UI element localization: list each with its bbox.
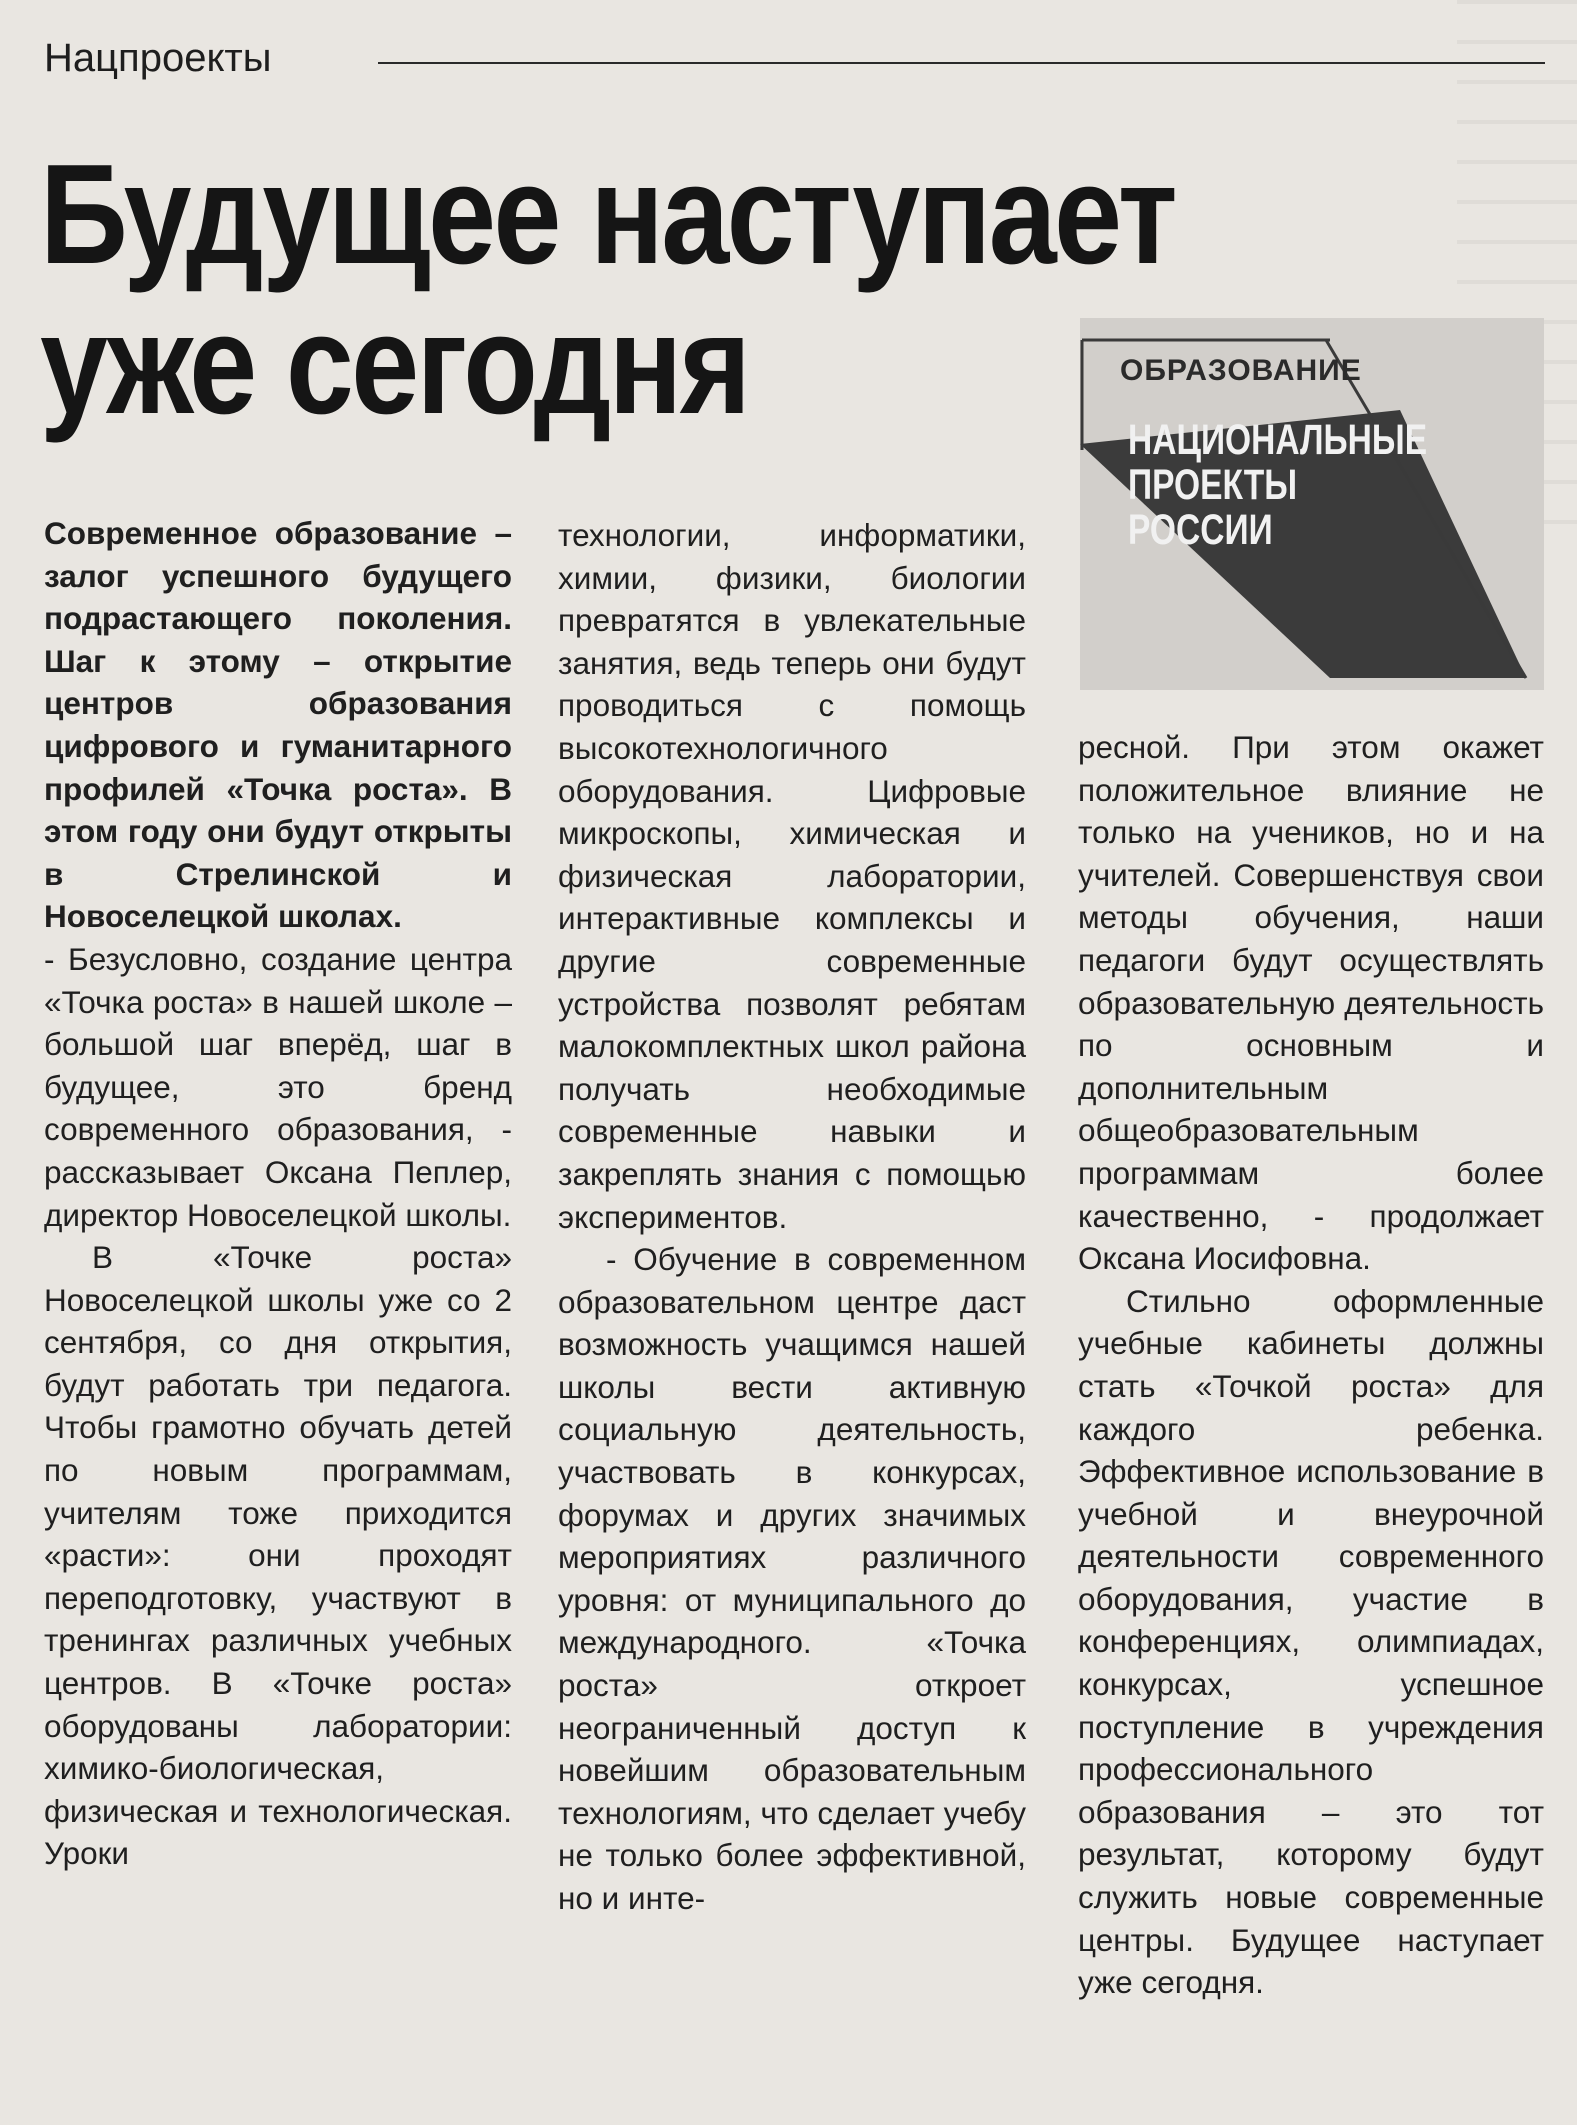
rubric-rule xyxy=(378,62,1545,64)
article-paragraph: Стильно оформленные учебные кабинеты должны стать «Точкой роста» для каждого ребенка. Эффективное использование в учебной и внеурочной деятельности современного оборудования, участие в конференциях, олимпиадах, конкурсах, успешное поступление в учреждения профессионального образования – это тот результат, которому будут служить новые современные центры. Будущее наступает уже сегодня. xyxy=(1078,1282,1544,2001)
headline xyxy=(40,135,1176,444)
article-lead: Современное образование – залог успешного будущего подрастающего поколения. Шаг к этому – открытие центров образования цифрового и гуманитарного профилей «Точка роста». В этом году они будут открыты в Стрелинской и Новоселецкой школах. xyxy=(44,515,512,935)
article-paragraph: В «Точке роста» Новоселецкой школы уже со 2 сентября, со дня открытия, будут работать три педагога. Чтобы грамотно обучать детей по новым программам, учителям тоже приходится «расти»: они проходят переподготовку, участвуют в тренингах различных учебных центров. В «Точке роста» оборудованы лаборатории: химико-биологическая, физическая и технологическая. Уроки xyxy=(44,1239,512,1872)
article-column-3 xyxy=(1078,726,1544,2004)
article-paragraph: - Безусловно, создание центра «Точка роста» в нашей школе – большой шаг вперёд, шаг в будущее, это бренд современного образования, - рассказывает Оксана Пеплер, директор Новоселецкой школы. xyxy=(44,940,512,1233)
national-projects-logo xyxy=(1080,318,1544,690)
article-paragraph: ресной. При этом окажет положительное влияние не только на учеников, но и на учителей. Совершенствуя свои методы обучения, наши педагоги будут осуществлять образовательную деятельность по основным и дополнительным общеобразовательным программам более качественно, - продолжает Оксана Иосифовна. xyxy=(1078,729,1544,1277)
logo-line-1: НАЦИОНАЛЬНЫЕ xyxy=(1128,416,1428,464)
logo-label-education: ОБРАЗОВАНИЕ xyxy=(1120,354,1362,387)
logo-label-national-projects xyxy=(1128,418,1427,553)
article-paragraph: технологии, информатики, химии, физики, биологии превратятся в увлекательные занятия, ведь теперь они будут проводиться с помощь высокотехнологичного оборудования. Цифровые микроскопы, химическая и физическая лаборатории, интерактивные комплексы и другие современные устройства позволят ребятам малокомплектных школ района получать необходимые современные навыки и закреплять знания с помощью экспериментов. xyxy=(558,517,1026,1235)
section-rubric: Нацпроекты xyxy=(44,36,272,80)
article-paragraph: - Обучение в современном образовательном центре даст возможность учащимся нашей школы вести активную социальную деятельность, участвовать в конкурсах, форумах и других значимых мероприятиях различного уровня: от муниципального до международного. «Точка роста» откроет неограниченный доступ к новейшим образовательным технологиям, что сделает учебу не только более эффективной, но и инте- xyxy=(558,1241,1026,1916)
article-column-1 xyxy=(44,512,512,1875)
headline-line-1: Будущее наступает xyxy=(40,135,1176,294)
logo-line-3: РОССИИ xyxy=(1128,506,1273,554)
article-column-2 xyxy=(558,514,1026,1920)
headline-line-2: уже сегодня xyxy=(40,285,749,444)
logo-line-2: ПРОЕКТЫ xyxy=(1128,461,1298,509)
